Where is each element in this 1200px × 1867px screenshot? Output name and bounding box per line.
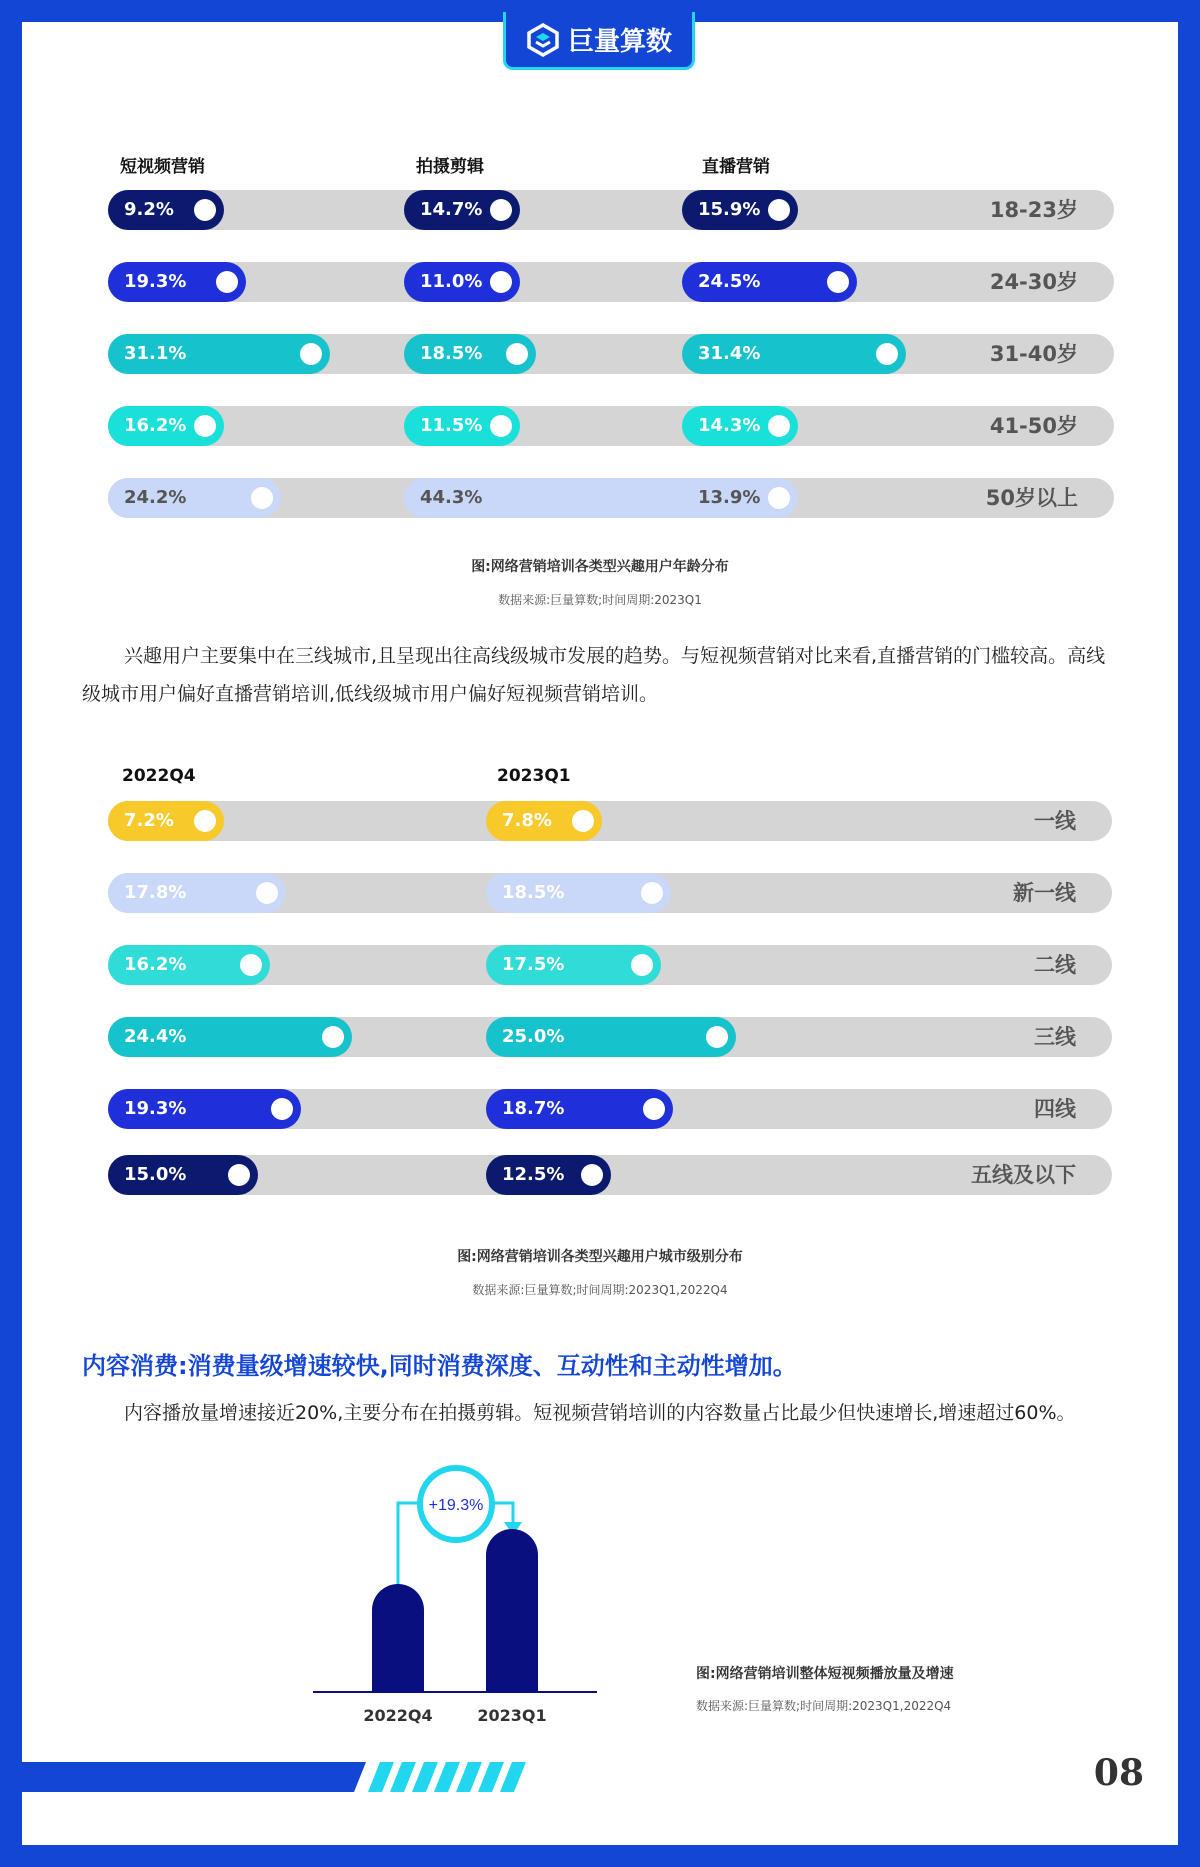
value-dot — [827, 271, 849, 293]
value-dot — [228, 1164, 250, 1186]
value-pill — [404, 478, 720, 518]
paragraph-city-trend: 兴趣用户主要集中在三线城市,且呈现出往高线级城市发展的趋势。与短视频营销对比来看,直播营销的门槛较高。高线级城市用户偏好直播营销培训,低线级城市用户偏好短视频营销培训。 — [82, 645, 1106, 705]
value-pill — [486, 801, 602, 841]
row-label: 24-30岁 — [989, 270, 1078, 294]
value-label: 16.2% — [124, 415, 187, 436]
value-label: 18.5% — [502, 882, 565, 903]
value-pill — [404, 334, 536, 374]
value-dot — [256, 882, 278, 904]
row-label: 五线及以下 — [971, 1163, 1076, 1187]
value-dot — [581, 1164, 603, 1186]
value-label: 13.9% — [698, 487, 761, 508]
value-pill — [682, 478, 798, 518]
value-pill — [486, 1089, 673, 1129]
value-dot — [506, 343, 528, 365]
value-pill — [108, 406, 224, 446]
value-pill — [108, 945, 270, 985]
bar-2022q4 — [372, 1584, 424, 1691]
value-label: 7.8% — [502, 810, 552, 831]
value-pill — [682, 262, 857, 302]
value-label: 11.0% — [420, 271, 483, 292]
chart-row — [108, 478, 1114, 518]
chart-row — [108, 1155, 1112, 1195]
value-dot — [768, 199, 790, 221]
growth-arrow-left — [398, 1503, 422, 1585]
value-dot — [194, 415, 216, 437]
value-dot — [300, 343, 322, 365]
column-label: 短视频营销 — [120, 157, 205, 177]
chart-row — [108, 1017, 1112, 1057]
value-dot — [641, 882, 663, 904]
value-dot — [490, 415, 512, 437]
value-label: 16.2% — [124, 954, 187, 975]
value-dot — [251, 487, 273, 509]
value-label: 19.3% — [124, 1098, 187, 1119]
value-pill — [108, 334, 330, 374]
value-label: 15.9% — [698, 199, 761, 220]
value-label: 14.7% — [420, 199, 483, 220]
value-label: 24.2% — [124, 487, 187, 508]
column-label: 2022Q4 — [122, 766, 196, 786]
value-dot — [572, 810, 594, 832]
value-label: 14.3% — [698, 415, 761, 436]
column-label: 直播营销 — [702, 157, 770, 177]
value-label: 31.1% — [124, 343, 187, 364]
row-label: 50岁以上 — [985, 486, 1078, 510]
value-dot — [322, 1026, 344, 1048]
growth-chart — [300, 1455, 620, 1740]
value-pill — [108, 873, 286, 913]
value-label: 11.5% — [420, 415, 483, 436]
value-pill — [404, 406, 520, 446]
value-pill — [108, 1017, 352, 1057]
value-pill — [108, 1155, 258, 1195]
category-label-2023q1: 2023Q1 — [477, 1706, 547, 1725]
growth-badge-label: +19.3% — [428, 1497, 484, 1514]
value-dot — [490, 199, 512, 221]
value-dot — [194, 199, 216, 221]
brand-icon — [526, 23, 560, 57]
chart-row — [108, 801, 1112, 841]
age-chart-source: 数据来源:巨量算数;时间周期:2023Q1 — [498, 593, 702, 607]
value-dot — [216, 271, 238, 293]
value-label: 9.2% — [124, 199, 174, 220]
chart-row — [108, 334, 1114, 374]
value-label: 12.5% — [502, 1164, 565, 1185]
value-label: 7.2% — [124, 810, 174, 831]
bar-2023q1 — [486, 1529, 538, 1691]
chart-row — [108, 406, 1114, 446]
value-dot — [768, 487, 790, 509]
brand-name: 巨量算数 — [567, 27, 672, 57]
value-dot — [240, 954, 262, 976]
value-label: 24.5% — [698, 271, 761, 292]
value-dot — [768, 415, 790, 437]
category-label-2022q4: 2022Q4 — [363, 1706, 433, 1725]
row-label: 18-23岁 — [989, 198, 1078, 222]
value-label: 25.0% — [502, 1026, 565, 1047]
row-label: 41-50岁 — [989, 414, 1078, 438]
value-label: 17.8% — [124, 882, 187, 903]
value-label: 31.4% — [698, 343, 761, 364]
paragraph-content-consumption: 内容播放量增速接近20%,主要分布在拍摄剪辑。短视频营销培训的内容数量占比最少但快速增长,增速超过60%。 — [124, 1402, 1076, 1424]
value-pill — [682, 406, 798, 446]
value-dot — [876, 343, 898, 365]
age-chart-caption: 图:网络营销培训各类型兴趣用户年龄分布 — [471, 559, 729, 575]
chart-row — [108, 190, 1114, 230]
value-label: 44.3% — [420, 487, 483, 508]
row-label: 新一线 — [1013, 881, 1076, 905]
row-label: 二线 — [1034, 953, 1076, 977]
value-pill — [404, 190, 520, 230]
value-dot — [194, 810, 216, 832]
value-pill — [486, 1017, 736, 1057]
growth-chart-source: 数据来源:巨量算数;时间周期:2023Q1,2022Q4 — [696, 1699, 952, 1713]
value-pill — [404, 262, 520, 302]
value-pill — [486, 945, 661, 985]
value-label: 18.5% — [420, 343, 483, 364]
value-pill — [108, 190, 224, 230]
value-pill — [108, 1089, 301, 1129]
section-heading: 内容消费:消费量级增速较快,同时消费深度、互动性和主动性增加。 — [82, 1352, 797, 1380]
value-dot — [490, 271, 512, 293]
value-pill — [108, 262, 246, 302]
row-label: 31-40岁 — [989, 342, 1078, 366]
value-pill — [108, 801, 224, 841]
value-dot — [643, 1098, 665, 1120]
chart-row — [108, 945, 1112, 985]
chart-row — [108, 1089, 1112, 1129]
value-dot — [631, 954, 653, 976]
value-pill — [486, 1155, 611, 1195]
value-pill — [682, 334, 906, 374]
column-label: 拍摄剪辑 — [416, 157, 484, 177]
city-chart-caption: 图:网络营销培训各类型兴趣用户城市级别分布 — [457, 1249, 743, 1265]
value-label: 18.7% — [502, 1098, 565, 1119]
brand-logo — [503, 12, 695, 70]
row-label: 一线 — [1034, 809, 1076, 833]
value-pill — [108, 478, 281, 518]
value-label: 17.5% — [502, 954, 565, 975]
column-label: 2023Q1 — [497, 766, 571, 786]
value-dot — [271, 1098, 293, 1120]
page-number: 08 — [1093, 1752, 1144, 1794]
value-dot — [706, 1026, 728, 1048]
row-label: 三线 — [1034, 1025, 1076, 1049]
value-label: 15.0% — [124, 1164, 187, 1185]
chart-row — [108, 873, 1112, 913]
row-label: 四线 — [1034, 1097, 1076, 1121]
chart-row — [108, 262, 1114, 302]
growth-chart-caption: 图:网络营销培训整体短视频播放量及增速 — [696, 1666, 954, 1682]
value-label: 19.3% — [124, 271, 187, 292]
city-chart-source: 数据来源:巨量算数;时间周期:2023Q1,2022Q4 — [472, 1283, 728, 1297]
value-label: 24.4% — [124, 1026, 187, 1047]
footer-stripes — [22, 1762, 542, 1792]
value-pill — [682, 190, 798, 230]
value-pill — [486, 873, 671, 913]
